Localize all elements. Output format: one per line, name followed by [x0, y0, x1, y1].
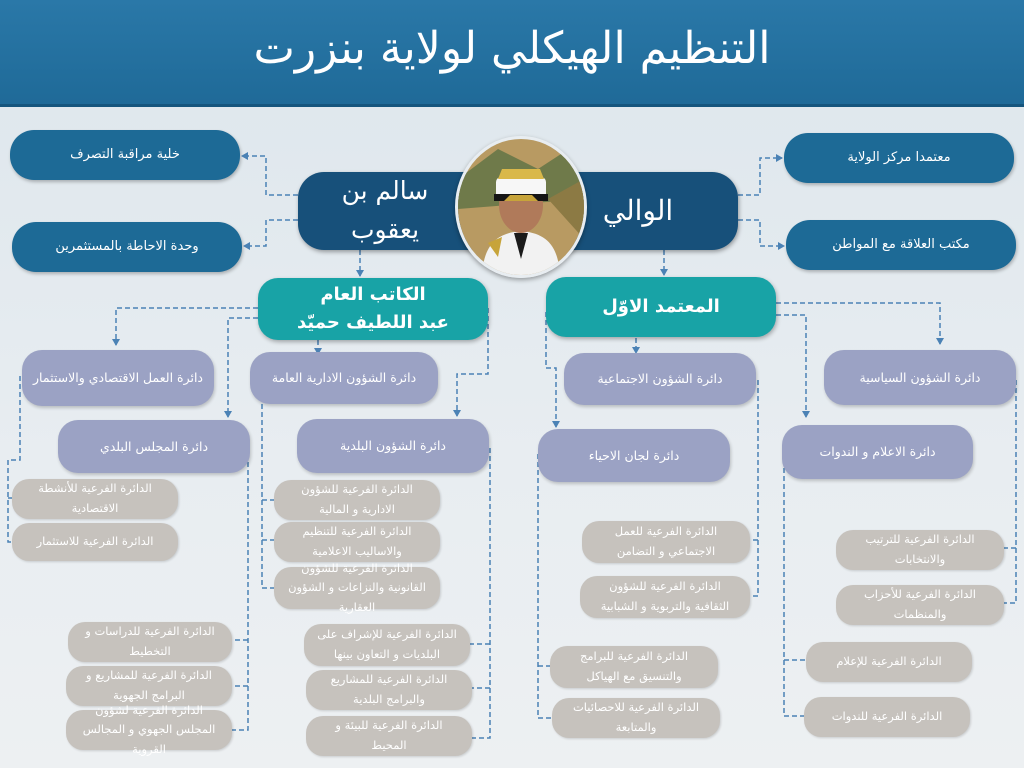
first-delegate-label: المعتمد الاوّل	[602, 296, 720, 318]
sub-regional-council-affairs	[66, 702, 232, 756]
sub-label: الدائرة الفرعية للبيئة و المحيط	[335, 718, 443, 752]
sub-label: الدائرة الفرعية للإشراف على البلديات و التعاون بينها	[317, 627, 457, 661]
sub-label: الدائرة الفرعية للمشاريع و البرامج الجهوية	[86, 668, 212, 702]
sub-label: الدائرة الفرعية للشؤون الادارية و المالية	[301, 482, 413, 516]
sub-label: الدائرة الفرعية للشؤون القانونية والنزاعات و الشؤون العقارية	[288, 560, 426, 614]
dept-municipal-affairs	[297, 419, 489, 473]
sub-elections	[836, 530, 1004, 570]
box-label: معتمدا مركز الولاية	[847, 149, 951, 165]
dept-label: دائرة الشؤون السياسية	[859, 369, 981, 385]
dept-label: دائرة العمل الاقتصادي والاستثمار	[33, 370, 203, 386]
governor-photo-illustration	[458, 139, 584, 275]
sub-programs-coordination	[550, 646, 718, 688]
sub-label: الدائرة الفرعية للأحزاب والمنظمات	[863, 587, 976, 621]
governor-name: سالم بن يعقوب	[341, 176, 429, 244]
governor-portrait	[455, 136, 587, 278]
sub-label: الدائرة الفرعية للاحصائيات والمتابعة	[572, 700, 700, 734]
center-delegates-box	[784, 133, 1014, 183]
governor-title: الوالي	[602, 194, 674, 228]
first-delegate-box	[546, 277, 776, 337]
chart-title: التنظيم الهيكلي لولاية بنزرت	[253, 23, 771, 74]
sub-label: الدائرة الفرعية للمشاريع والبرامج البلدية	[330, 672, 448, 706]
dept-label: دائرة الشؤون الادارية العامة	[271, 370, 417, 386]
dept-social-affairs	[564, 353, 756, 405]
sub-municipal-supervision	[304, 624, 470, 666]
dept-political-affairs	[824, 350, 1016, 405]
sub-information	[806, 642, 972, 682]
dept-label: دائرة الشؤون الاجتماعية	[597, 371, 723, 387]
citizen-relations-office-box	[786, 220, 1016, 270]
sub-investment	[12, 523, 178, 561]
dept-economic-investment	[22, 350, 214, 406]
sub-admin-finance	[274, 480, 440, 520]
sub-environment	[306, 716, 472, 756]
sub-label: الدائرة الفرعية للتنظيم والاساليب الاعلامية	[302, 524, 412, 558]
sub-label: الدائرة الفرعية للأنشطة الاقتصادية	[38, 481, 152, 515]
sub-label: الدائرة الفرعية للندوات	[831, 709, 943, 724]
dept-label: دائرة الشؤون البلدية	[340, 438, 446, 454]
performance-control-cell-box	[10, 130, 240, 180]
dept-label: دائرة المجلس البلدي	[99, 438, 209, 454]
dept-label: دائرة الاعلام و الندوات	[819, 444, 936, 460]
box-label: خلية مراقبة التصرف	[70, 146, 180, 162]
sub-label: الدائرة الفرعية للإعلام	[836, 654, 942, 669]
secretary-general-title: الكاتب العام	[320, 284, 426, 306]
box-label: مكتب العلاقة مع المواطن	[832, 236, 970, 252]
sub-label: الدائرة الفرعية للعمل الاجتماعي و التضامن	[614, 524, 718, 558]
sub-municipal-projects	[306, 670, 472, 710]
sub-legal-real-estate	[274, 560, 440, 614]
sub-parties-organizations	[836, 585, 1004, 625]
sub-culture-youth	[580, 576, 750, 618]
sub-label: الدائرة الفرعية للشؤون الثقافية والتربوية و الشبابية	[600, 579, 730, 613]
investor-support-unit-box	[12, 222, 242, 272]
dept-general-admin	[250, 352, 438, 404]
box-label: وحدة الاحاطة بالمستثمرين	[55, 238, 199, 254]
dept-media-seminars	[782, 425, 973, 479]
dept-neighborhood-committees	[538, 429, 730, 482]
sub-economic-activities	[12, 479, 178, 519]
sub-label: الدائرة الفرعية للبرامج والتنسيق مع الهياكل	[579, 649, 689, 683]
sub-label: الدائرة الفرعية للترتيب والانتخابات	[865, 532, 975, 566]
secretary-general-name: عبد اللطيف حميّد	[297, 312, 449, 333]
sub-label: الدائرة الفرعية للدراسات و التخطيط	[85, 624, 215, 658]
dept-label: دائرة لجان الاحياء	[588, 447, 680, 463]
sub-organization-methods	[274, 522, 440, 562]
dept-municipal-council	[58, 420, 250, 473]
sub-label: الدائرة الفرعية لشؤون المجلس الجهوي و المجالس القروية	[82, 702, 216, 756]
sub-label: الدائرة الفرعية للاستثمار	[36, 534, 154, 549]
sub-seminars	[804, 697, 970, 737]
sub-statistics-followup	[552, 698, 720, 738]
secretary-general-box	[258, 278, 488, 340]
sub-social-solidarity	[582, 521, 750, 563]
sub-studies-planning	[68, 622, 232, 662]
